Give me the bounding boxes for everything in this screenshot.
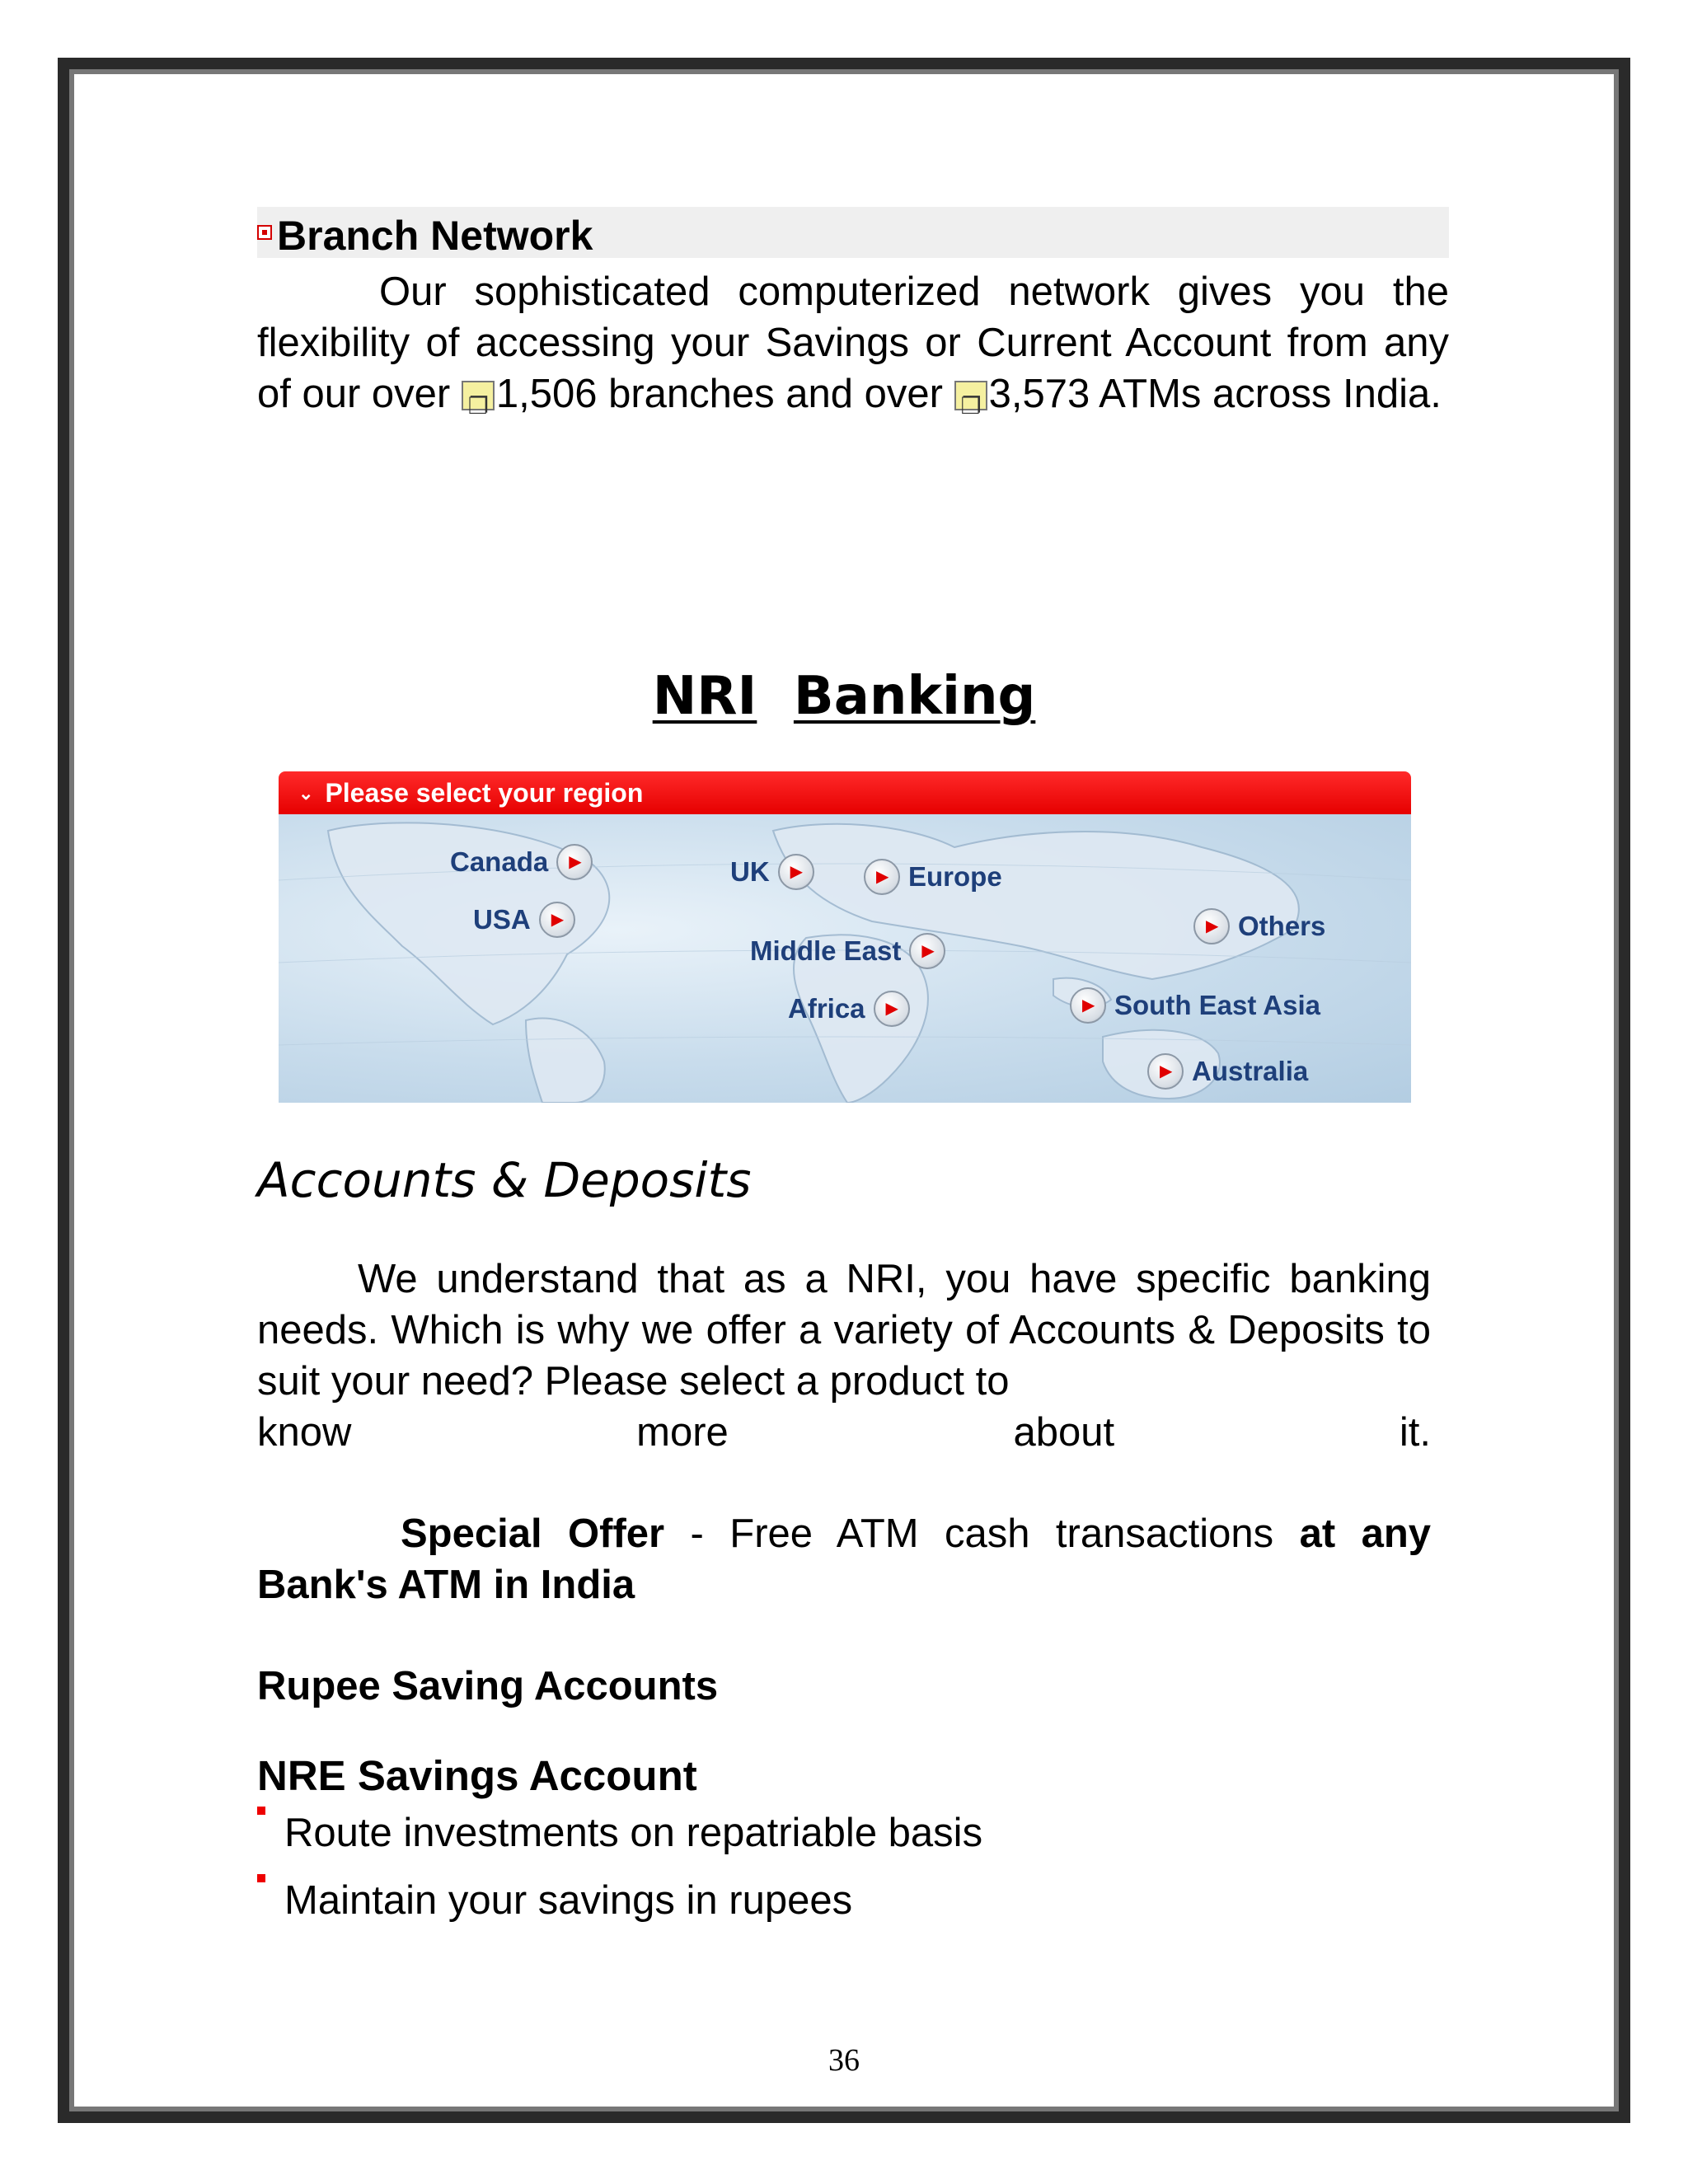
region-australia-link[interactable]: ▶ Australia	[1147, 1053, 1308, 1090]
branch-count-text[interactable]: 1,506 branches and over	[495, 372, 954, 416]
document-link-icon[interactable]	[462, 381, 495, 410]
nri-title-word1: NRI	[652, 666, 757, 727]
red-bullet-icon	[257, 1874, 265, 1882]
region-usa-link[interactable]: USA ▶	[473, 902, 575, 938]
arrow-button-icon[interactable]	[1147, 1053, 1184, 1090]
region-south-east-asia-link[interactable]: ▶ South East Asia	[1070, 987, 1320, 1024]
special-offer-bold: at any Bank's ATM in India	[257, 1511, 1431, 1607]
region-africa-link[interactable]: Africa ▶	[788, 991, 910, 1027]
section-bullet-icon	[257, 225, 272, 240]
region-uk-link[interactable]: UK ▶	[730, 854, 814, 890]
rupee-saving-accounts-heading[interactable]: Rupee Saving Accounts	[257, 1664, 719, 1708]
list-item-text: Route investments on repatriable basis	[284, 1811, 983, 1855]
arrow-button-icon[interactable]	[864, 859, 900, 895]
special-offer-label: Special Offer	[401, 1511, 665, 1556]
list-item-text: Maintain your savings in rupees	[284, 1878, 853, 1923]
arrow-button-icon[interactable]	[1193, 908, 1230, 944]
arrow-button-icon[interactable]	[874, 991, 910, 1027]
branch-text-start: Our sophisticated computerized network gives you the flexibility of accessing your Savings or Current Account from any of our over	[257, 269, 1449, 416]
arrow-button-icon[interactable]	[539, 902, 575, 938]
region-europe-link[interactable]: ▶ Europe	[864, 859, 1002, 895]
accounts-intro-text: We understand that as a NRI, you have specific banking needs. Which is why we offer a variety of Accounts & Deposits to suit your need? Please select a product to	[257, 1257, 1431, 1404]
red-bullet-icon	[257, 1807, 265, 1815]
accounts-intro-paragraph	[257, 1254, 1431, 1458]
branch-network-title: Branch Network	[277, 213, 593, 259]
arrow-button-icon[interactable]	[556, 844, 593, 880]
arrow-button-icon[interactable]	[1070, 987, 1106, 1024]
region-selector	[279, 771, 1411, 1103]
nri-title-word2: Banking	[793, 666, 1036, 727]
region-others-link[interactable]: ▶ Others	[1193, 908, 1325, 944]
branch-network-header	[257, 207, 1449, 258]
region-middle-east-link[interactable]: Middle East ▶	[750, 933, 945, 969]
nre-savings-account-heading[interactable]: NRE Savings Account	[257, 1752, 697, 1799]
nri-banking-title	[0, 666, 1688, 727]
arrow-button-icon[interactable]	[778, 854, 814, 890]
arrow-button-icon[interactable]	[909, 933, 945, 969]
special-offer-text: - Free ATM cash transactions	[664, 1511, 1300, 1556]
chevron-down-icon: ⌄	[298, 783, 314, 804]
page-number: 36	[828, 2043, 860, 2078]
document-link-icon[interactable]	[954, 381, 987, 410]
accounts-intro-last-line: know more about it.	[257, 1410, 1431, 1455]
region-selector-label: Please select your region	[325, 778, 644, 808]
special-offer-paragraph	[257, 1508, 1431, 1610]
accounts-deposits-heading: Accounts & Deposits	[257, 1152, 752, 1208]
region-canada-link[interactable]: Canada ▶	[450, 844, 593, 880]
region-selector-header	[279, 771, 1411, 814]
branch-network-paragraph	[257, 266, 1449, 419]
world-map	[279, 814, 1411, 1103]
atm-count-text[interactable]: 3,573 ATMs across India.	[988, 372, 1442, 416]
